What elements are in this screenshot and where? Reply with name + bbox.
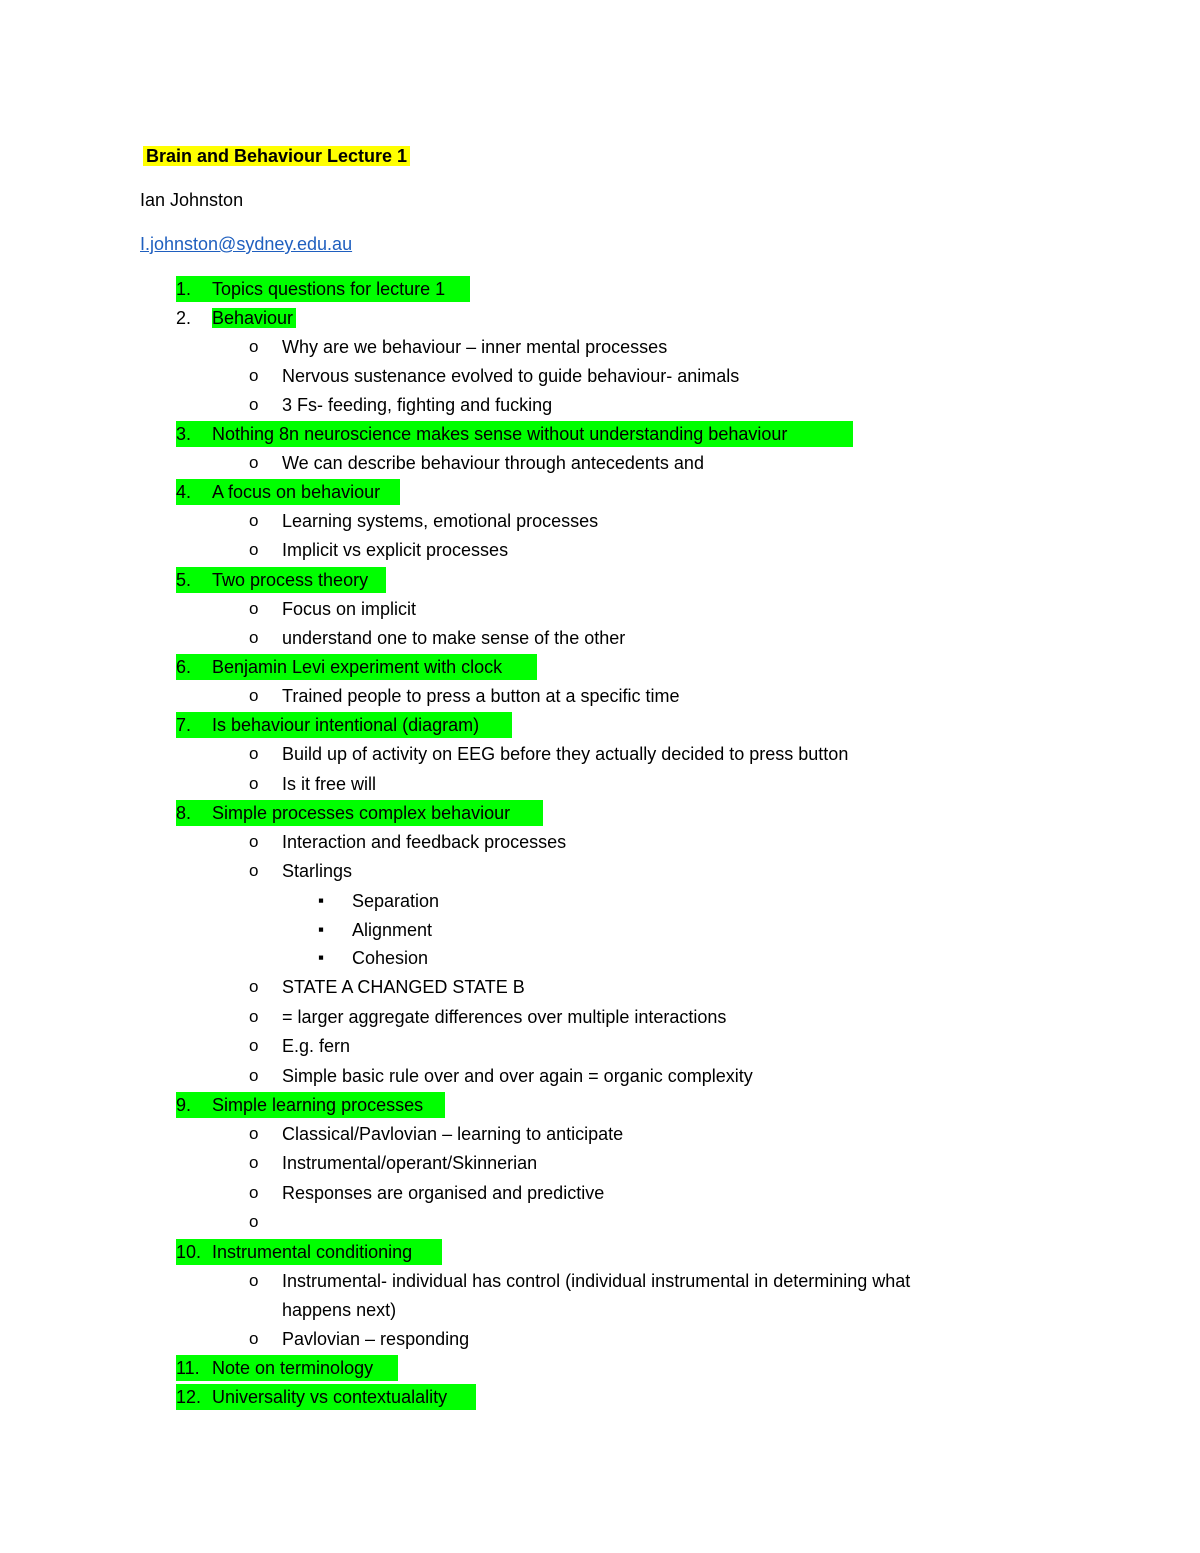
list-item-text: Behaviour: [212, 308, 296, 328]
list-item-1: [176, 276, 470, 302]
sub-bullet: o: [249, 1124, 259, 1143]
list-item-11: [176, 1355, 398, 1381]
list-item-12: [176, 1384, 476, 1410]
sub-item: Simple basic rule over and over again = organic complexity: [282, 1066, 753, 1086]
sub-item: We can describe behaviour through antecedents and: [282, 453, 704, 473]
list-item-5: [176, 567, 386, 593]
list-item-text: A focus on behaviour: [212, 482, 381, 502]
sub-item: Focus on implicit: [282, 599, 417, 619]
list-number: 6.: [176, 657, 192, 677]
list-item-2: [176, 305, 296, 331]
sub-bullet: o: [249, 628, 259, 647]
sub-item: STATE A CHANGED STATE B: [282, 977, 525, 997]
subsub-bullet: ▪: [318, 948, 325, 967]
sub-bullet: o: [249, 861, 259, 880]
subsub-item: Separation: [352, 891, 440, 911]
sub-item: Is it free will: [282, 774, 377, 794]
list-item-text: Benjamin Levi experiment with clock: [212, 657, 503, 677]
list-item-4: [176, 479, 400, 505]
sub-bullet: o: [249, 1271, 259, 1290]
sub-bullet: o: [249, 395, 259, 414]
sub-item: Implicit vs explicit processes: [282, 540, 509, 560]
sub-bullet: o: [249, 1153, 259, 1172]
list-number: 11.: [176, 1358, 200, 1378]
list-item-8: [176, 800, 543, 826]
sub-item: = larger aggregate differences over multiple interactions: [282, 1007, 727, 1027]
list-number: 3.: [176, 424, 192, 444]
sub-bullet: o: [249, 1066, 259, 1085]
sub-item: Build up of activity on EEG before they actually decided to press button: [282, 744, 849, 764]
sub-item-continuation: happens next): [282, 1300, 397, 1320]
sub-bullet: o: [249, 337, 259, 356]
list-number: 12.: [176, 1387, 202, 1407]
list-item-text: Is behaviour intentional (diagram): [212, 715, 480, 735]
list-number: 8.: [176, 803, 192, 823]
list-number: 4.: [176, 482, 192, 502]
list-item-3: [176, 421, 853, 447]
sub-item: Responses are organised and predictive: [282, 1183, 605, 1203]
sub-bullet: o: [249, 832, 259, 851]
sub-bullet: o: [249, 540, 259, 559]
sub-item: Instrumental/operant/Skinnerian: [282, 1153, 538, 1173]
sub-bullet: o: [249, 1183, 259, 1202]
list-number: 10.: [176, 1242, 202, 1262]
sub-bullet: o: [249, 453, 259, 472]
list-item-text: Two process theory: [212, 570, 369, 590]
sub-bullet: o: [249, 744, 259, 763]
sub-item: understand one to make sense of the other: [282, 628, 626, 648]
sub-item: Why are we behaviour – inner mental processes: [282, 337, 668, 357]
sub-bullet: o: [249, 1329, 259, 1348]
list-number: 9.: [176, 1095, 192, 1115]
list-item-10: [176, 1239, 442, 1265]
sub-bullet: o: [249, 366, 259, 385]
sub-item: Instrumental- individual has control (individual instrumental in determining what: [282, 1271, 911, 1291]
list-number: 1.: [176, 279, 192, 299]
subsub-item: Alignment: [352, 920, 433, 940]
author-email-link[interactable]: I.johnston@sydney.edu.au: [140, 234, 353, 254]
subsub-bullet: ▪: [318, 920, 325, 939]
list-number: 7.: [176, 715, 192, 735]
sub-bullet: o: [249, 1212, 259, 1231]
author-name: Ian Johnston: [140, 190, 244, 210]
sub-item: Starlings: [282, 861, 353, 881]
sub-bullet: o: [249, 599, 259, 618]
sub-bullet: o: [249, 511, 259, 530]
list-number: 2.: [176, 308, 192, 328]
document-title-line: [143, 143, 410, 169]
sub-bullet: o: [249, 1036, 259, 1055]
list-item-text: Topics questions for lecture 1: [212, 279, 446, 299]
document-title: Brain and Behaviour Lecture 1: [143, 146, 410, 166]
sub-item: Classical/Pavlovian – learning to anticipate: [282, 1124, 624, 1144]
subsub-item: Cohesion: [352, 948, 429, 968]
sub-item: Interaction and feedback processes: [282, 832, 567, 852]
sub-bullet: o: [249, 686, 259, 705]
list-number: 5.: [176, 570, 192, 590]
list-item-7: [176, 712, 512, 738]
list-item-6: [176, 654, 537, 680]
list-item-text: Note on terminology: [212, 1358, 374, 1378]
sub-item: Pavlovian – responding: [282, 1329, 470, 1349]
list-item-text: Universality vs contextualality: [212, 1387, 448, 1407]
sub-item: 3 Fs- feeding, fighting and fucking: [282, 395, 553, 415]
list-item-text: Instrumental conditioning: [212, 1242, 413, 1262]
subsub-bullet: ▪: [318, 891, 325, 910]
list-item-text: Simple learning processes: [212, 1095, 424, 1115]
list-item-text: Simple processes complex behaviour: [212, 803, 511, 823]
sub-bullet: o: [249, 977, 259, 996]
sub-item: Nervous sustenance evolved to guide behaviour- animals: [282, 366, 740, 386]
sub-bullet: o: [249, 774, 259, 793]
sub-item: Trained people to press a button at a specific time: [282, 686, 680, 706]
sub-item: Learning systems, emotional processes: [282, 511, 599, 531]
author-email-line: [140, 231, 352, 257]
sub-item: E.g. fern: [282, 1036, 351, 1056]
list-item-9: [176, 1092, 445, 1118]
list-item-text: Nothing 8n neuroscience makes sense without understanding behaviour: [212, 424, 788, 444]
sub-bullet: o: [249, 1007, 259, 1026]
